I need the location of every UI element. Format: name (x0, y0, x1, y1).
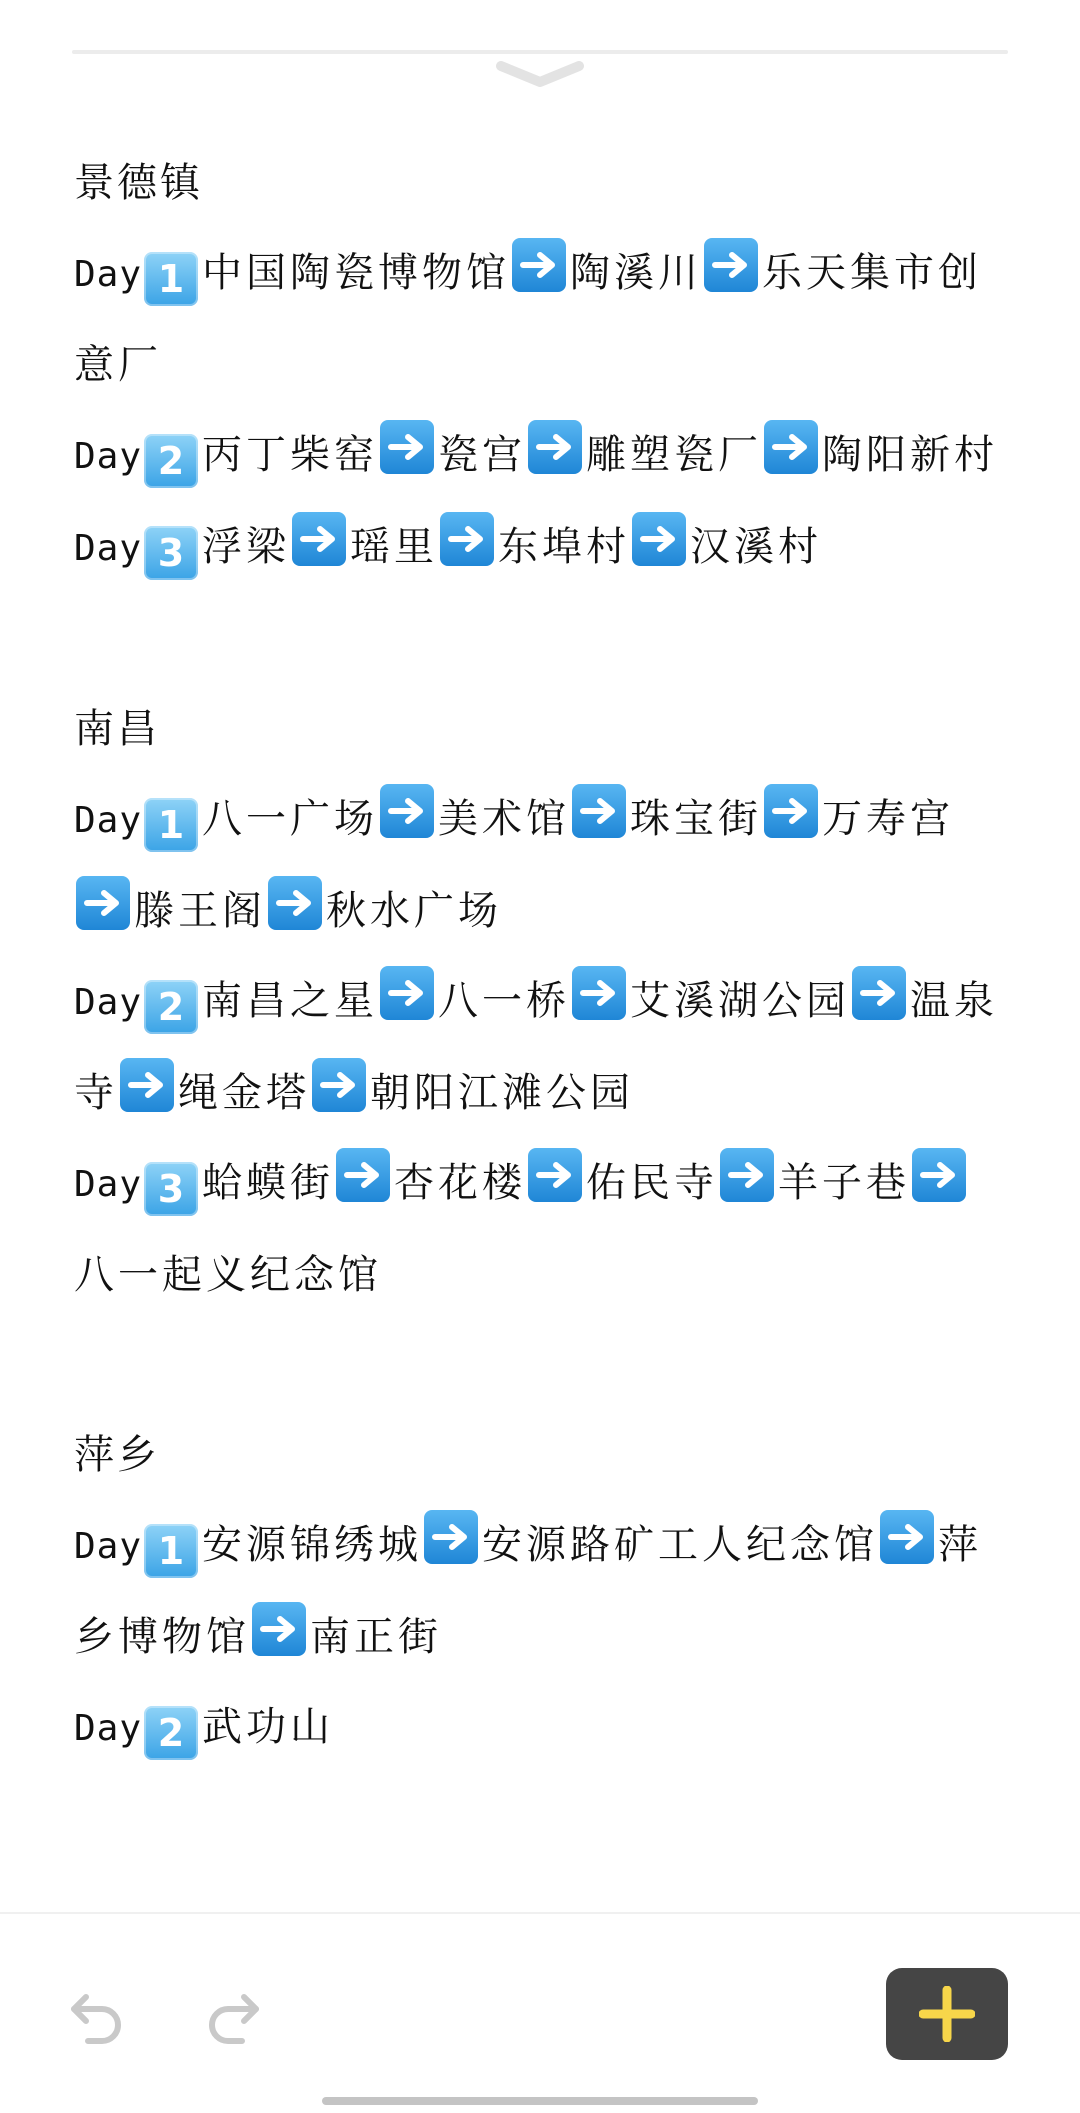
right-arrow-icon (572, 784, 626, 838)
day-number-keycap-icon: 2 (144, 1706, 198, 1760)
right-arrow-icon (424, 1510, 478, 1564)
day-label: Day (74, 1708, 143, 1749)
day-plan-line (74, 774, 1014, 956)
day-number-keycap-icon: 3 (144, 526, 198, 580)
undo-icon (66, 1985, 126, 2045)
day-plan-line (74, 1682, 1014, 1774)
collapse-chevron-icon[interactable] (495, 58, 585, 92)
right-arrow-icon (704, 238, 758, 292)
stop-name: 雕塑瓷厂 (586, 432, 763, 478)
stop-name: 乐天集市创意厂 (74, 250, 983, 388)
stop-name: 安源路矿工人纪念馆 (482, 1522, 879, 1568)
stop-name: 瑶里 (350, 524, 439, 570)
right-arrow-icon (764, 784, 818, 838)
day-plan-line (74, 502, 1014, 594)
stop-name: 丙丁柴窑 (202, 432, 379, 478)
stop-name: 瓷宫 (438, 432, 527, 478)
day-plan-line (74, 1500, 1014, 1682)
home-indicator (322, 2097, 758, 2105)
stop-name: 陶阳新村 (822, 432, 999, 478)
right-arrow-icon (76, 876, 130, 930)
stop-name: 美术馆 (438, 796, 571, 842)
right-arrow-icon (252, 1602, 306, 1656)
day-label: Day (74, 436, 143, 477)
right-arrow-icon (120, 1058, 174, 1112)
stop-name: 八一桥 (438, 978, 571, 1024)
day-label: Day (74, 1526, 143, 1567)
itinerary-section (74, 684, 1014, 1320)
stop-name: 南昌之星 (202, 978, 379, 1024)
stop-name: 滕王阁 (134, 888, 266, 934)
right-arrow-icon (528, 1148, 582, 1202)
right-arrow-icon (852, 966, 906, 1020)
day-label: Day (74, 800, 143, 841)
undo-button[interactable] (66, 1985, 126, 2045)
day-label: Day (74, 254, 143, 295)
right-arrow-icon (512, 238, 566, 292)
right-arrow-icon (440, 512, 494, 566)
stop-name: 浮梁 (202, 524, 291, 570)
top-divider (72, 50, 1008, 54)
city-title: 景德镇 (74, 160, 203, 206)
day-label: Day (74, 982, 143, 1023)
right-arrow-icon (292, 512, 346, 566)
stop-name: 八一广场 (202, 796, 379, 842)
stop-name: 陶溪川 (570, 250, 703, 296)
stop-name: 佑民寺 (586, 1160, 719, 1206)
right-arrow-icon (528, 420, 582, 474)
note-body[interactable] (74, 138, 1014, 1774)
city-title: 萍乡 (74, 1432, 160, 1478)
itinerary-section (74, 138, 1014, 594)
stop-name: 艾溪湖公园 (630, 978, 851, 1024)
day-label: Day (74, 1164, 143, 1205)
day-number-keycap-icon: 1 (144, 1524, 198, 1578)
stop-name: 绳金塔 (178, 1070, 310, 1116)
stop-name: 武功山 (202, 1704, 335, 1750)
redo-button[interactable] (204, 1985, 264, 2045)
stop-name: 汉溪村 (690, 524, 823, 570)
right-arrow-icon (764, 420, 818, 474)
toolbar-divider (0, 1912, 1080, 1914)
day-number-keycap-icon: 2 (144, 434, 198, 488)
right-arrow-icon (312, 1058, 366, 1112)
day-plan-line (74, 228, 1014, 410)
add-button[interactable] (886, 1968, 1008, 2060)
day-number-keycap-icon: 2 (144, 980, 198, 1034)
stop-name: 秋水广场 (326, 888, 502, 934)
plus-icon (919, 1986, 975, 2042)
stop-name: 八一起义纪念馆 (74, 1252, 382, 1298)
stop-name: 安源锦绣城 (202, 1522, 423, 1568)
right-arrow-icon (336, 1148, 390, 1202)
stop-name: 珠宝街 (630, 796, 763, 842)
day-number-keycap-icon: 1 (144, 798, 198, 852)
right-arrow-icon (268, 876, 322, 930)
day-plan-line (74, 956, 1014, 1138)
day-plan-line (74, 1138, 1014, 1320)
stop-name: 羊子巷 (778, 1160, 911, 1206)
stop-name: 南正街 (310, 1614, 442, 1660)
stop-name: 万寿宫 (822, 796, 955, 842)
stop-name: 东埠村 (498, 524, 631, 570)
day-number-keycap-icon: 1 (144, 252, 198, 306)
right-arrow-icon (380, 420, 434, 474)
right-arrow-icon (380, 784, 434, 838)
redo-icon (204, 1985, 264, 2045)
right-arrow-icon (720, 1148, 774, 1202)
stop-name: 萍乡博物馆 (74, 1522, 983, 1660)
day-number-keycap-icon: 3 (144, 1162, 198, 1216)
stop-name: 杏花楼 (394, 1160, 527, 1206)
city-title: 南昌 (74, 706, 160, 752)
right-arrow-icon (572, 966, 626, 1020)
stop-name: 中国陶瓷博物馆 (202, 250, 511, 296)
right-arrow-icon (880, 1510, 934, 1564)
right-arrow-icon (380, 966, 434, 1020)
stop-name: 温泉寺 (74, 978, 999, 1116)
day-label: Day (74, 528, 143, 569)
stop-name: 蛤蟆街 (202, 1160, 335, 1206)
right-arrow-icon (912, 1148, 966, 1202)
itinerary-section (74, 1410, 1014, 1774)
stop-name: 朝阳江滩公园 (370, 1070, 634, 1116)
right-arrow-icon (632, 512, 686, 566)
day-plan-line (74, 410, 1014, 502)
